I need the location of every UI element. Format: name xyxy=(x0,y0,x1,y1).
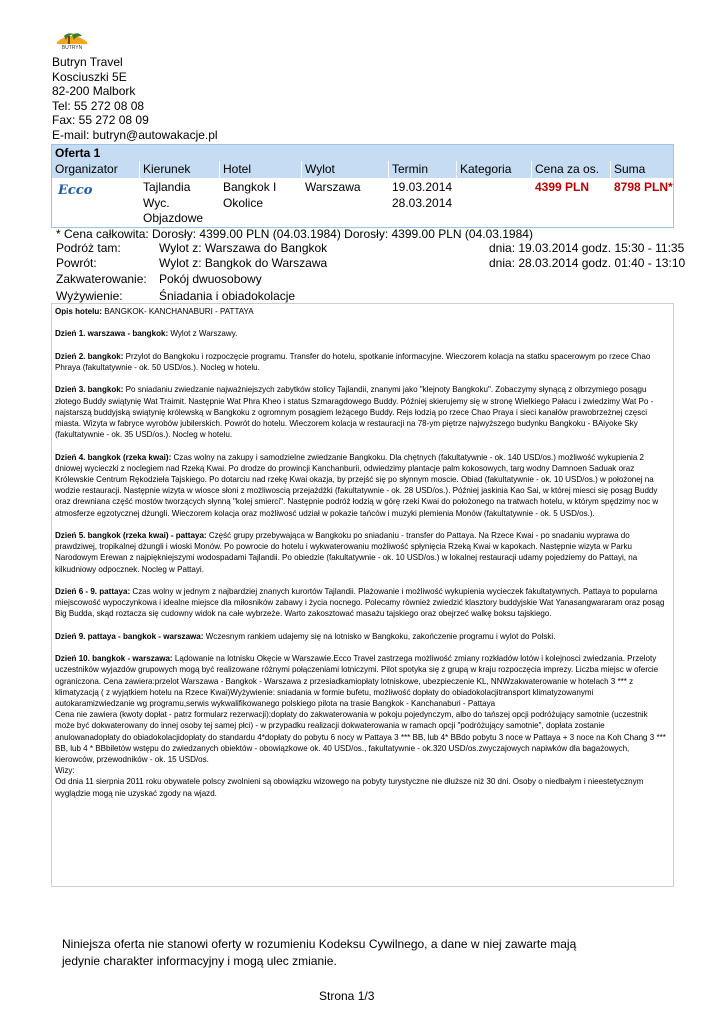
wizy-label: Wizy: xyxy=(55,766,75,776)
wyzywienie-label: Wyżywienie: xyxy=(56,289,123,303)
day-1: Dzień 1. warszawa - bangkok: Wylot z Warszawy. xyxy=(55,329,238,339)
company-email: E-mail: butryn@autowakacje.pl xyxy=(52,127,218,142)
cell-wylot: Warszawa xyxy=(305,180,361,194)
hotel-description xyxy=(55,306,667,799)
zakwaterowanie-value: Pokój dwuosobowy xyxy=(159,272,262,286)
cell-hotel: Bangkok I Okolice xyxy=(223,180,277,210)
header-hotel: Hotel xyxy=(220,161,301,178)
day-6-9: Dzień 6 - 9. pattaya: Czas wolny w jednym z najbardziej znanych kurortów Tajlandii. Plażowanie i możliwość wykupienia wycieczek fakultatywnych. Pattaya to popularna miejscowość wypoczynkowa i idealne miejsce dla miłosników zabawy i życia nocnego. Polecamy również zwiedzić klasztory buddyjskie Wat Yanasangwararam oraz posąg Big Budda, skąd roztacza się cudowny widok na całe wybrzeże. Warto zakosztować masażu tajskiego oraz obejrzeć walkę boksu tajskiego. xyxy=(55,586,665,619)
opis-hotelu: Opis hotelu: BANGKOK- KANCHANABURI - PATTAYA xyxy=(55,307,254,316)
day-4: Dzień 4. bangkok (rzeka kwai): Czas wolny na zakupy i samodzielne zwiedzanie Bangkoku. Dla chętnych (fakultatywnie - ok. 140 USD/os.) możliwość wykupienia 2 dniowej wycieczki z noclegiem nad Rzeką Kwai. Po drodze do prowincji Kanchanburii, odwiedzimy plantacje palm kokosowych, targ wodny Damnoen Saduak oraz Królewskie Centrum Rękodzieła Tajskiego. Po dotarciu nad rzekę Kwai okazja, by przejść się po słynnym moscie. Obiad (fakultatywnie - ok. 10 USD/os.) w położonej na wodzie restauracji. Następnie wizyta w wiosce słoni z możliwoscią przejażdżki (fakultatywnie - ok. 28 USD/os.). Później jaskinia Kao Sai, w której miesci się posąg Buddy oraz drewniana część mostów tworzących słynną "kolej smierci". Następnie podróż łodzią w górę rzeki Kwai do położonego na tratwach hotelu, w którym spędzimy noc w atmosferze egzotycznej dżungli. Wieczorem kolacja oraz możliwosć udział w pokazie tańców i muzyki plemienia Monów (fakultatywnie - ok. 5 USD/os.). xyxy=(55,452,659,518)
header-cena: Cena za os. xyxy=(532,161,610,178)
offer-title: Oferta 1 xyxy=(52,145,673,161)
cell-cena: 4399 PLN xyxy=(535,180,590,194)
disclaimer: Niniejsza oferta nie stanowi oferty w rozumieniu Kodeksu Cywilnego, a dane w niej zawarte mają jedynie charakter informacyjny i mogą ulec zmianie. xyxy=(62,937,577,968)
cena-nie-zawiera: Cena nie zawiera (kwoty dopłat - patrz formularz rezerwacji):dopłaty do zakwaterowania w pokoju pojedynczym, albo do tańszej opcji podróżujący samotnie (uczestnik może być dokwaterowany do innej osoby tej samej płci) - w przypadku realizacji dokwaterowania w ramach opcji "podróżujący samotnie", dopłata zostanie anulowanadopłaty do obiadokolacjidopłaty do standardu 4*dopłaty do pobytu 6 nocy w Pattaya 3 *** BB, lub 4* BBdo pobytu 3 noce w Pattaya + 3 noce na Koh Chang 3 *** BB, lub 4 * BBbiletów wstępu do zwiedzanych obiektów - obowiązkowe ok. 40 USD/os., fakultatywnie - ok.320 USD/os.zwyczajowych napiwków dla bagażowych, kierowców, przewodników - ok. 15 USD/os. xyxy=(55,710,666,764)
podroz-value: Wylot z: Warszawa do Bangkok xyxy=(159,241,328,255)
company-tel: Tel: 55 272 08 08 xyxy=(52,98,145,113)
offer-table xyxy=(51,144,674,228)
podroz-label: Podróż tam: xyxy=(56,241,121,255)
powrot-value: Wylot z: Bangkok do Warszawa xyxy=(159,256,328,270)
logo-text: BUTRYN xyxy=(61,45,83,50)
powrot-date: dnia: 28.03.2014 godz. 01:40 - 13:10 xyxy=(489,256,686,270)
day-2: Dzień 2. bangkok: Przylot do Bangkoku i rozpoczęcie programu. Transfer do hotelu, spotkanie informacyjne. Wieczorem kolacja na statku spacerowym po rzece Chao Phraya (fakultatywnie - ok. 50 USD/os.). Nocleg w hotelu. xyxy=(55,351,651,372)
header-termin: Termin xyxy=(389,161,456,178)
company-fax: Fax: 55 272 08 09 xyxy=(52,113,149,128)
header-wylot: Wylot xyxy=(302,161,388,178)
day-5: Dzień 5. bangkok (rzeka kwai) - pattaya: Część grupy przebywająca w Bangkoku po sniadaniu - transfer do Pattaya. Na Rzece Kwai - po snadaniu wyprawa do prawdziwej, tropikalnej dżungli i wioski Monów. Po powrocie do hotelu i wykwaterowaniu możliwość spłynięcia Rzeką Kwai w kapokach. Następnie wizyta w Parku Narodowym Erewan z najpiękniejszymi wodospadami Tajlandii. Po obiedzie (fakultatywnie - ok. 10 USD/os.) w lokalnej restauracji udamy pojedziemy do Pattayi, na kilkudniowy odpocznek. Nocleg w Pattayi. xyxy=(55,530,638,574)
butryn-logo xyxy=(54,28,90,50)
organizer-logo: Ecco xyxy=(58,183,93,198)
day-3: Dzień 3. bangkok: Po sniadaniu zwiedzanie najważniejszych zabytków stolicy Tajlandii, znanymi jako "klejnoty Bangkoku". Zobaczymy słynącą z olbrzymiego posągu złotego Buddy swiątynię Wat Traimit. Następnie Wat Phra Kheo i status Szmaragdowego Buddy. Później skierujemy się w stronę Wielkiego Pałacu i zwiedzimy Wat Po - najstarszą buddyjską swiątynię królewską w Bangkoku z ogromnym posągiem leżącego Buddy. Rejs łodzią po rzece Chao Praya i sieci kanałów prawobrzeżnej częsci miasta. Wizyta w fabryce wyrobów jubilerskich. Powrót do hotelu. Wieczorem kolacja w restauracji na 78-ym piętrze najwyższego budynku Bangkoku - BAiyoke Sky (fakultatywnie - ok. 35 USD/os.). Nocleg w hotelu. xyxy=(55,385,654,440)
zakwaterowanie-label: Zakwaterowanie: xyxy=(56,272,147,286)
podroz-date: dnia: 19.03.2014 godz. 15:30 - 11:35 xyxy=(489,241,685,255)
powrot-label: Powrót: xyxy=(56,256,97,270)
day-9: Dzień 9. pattaya - bangkok - warszawa: Wczesnym rankiem udajemy się na lotnisko w Bangkoku, zakończenie programu i wylot do Polski. xyxy=(55,631,556,641)
cell-kierunek: Tajlandia Wyc. Objazdowe xyxy=(143,180,204,225)
day-10: Dzień 10. bangkok - warszawa: Lądowanie na lotnisku Okęcie w Warszawie.Ecco Travel zastrzega możliwość zmiany rozkładów lotów i kolejnosci zwiedzania. Przeloty uczestników wyjazdów grupowych mogą być realizowane różnymi połączeniami lotniczymi. Pilot spotyka się z grupą w kraju rozpoczęcia imprezy. Liczba miejsc w ofercie ograniczona. Cena zawiera:przelot Warszawa - Bangkok - Warszawa z przesiadkamiopłaty lotniskowe, ubezpieczenie KL, NNWzakwaterowanie w hotelach 3 *** z klimatyzacją ( z wyjątkiem hotelu na Rzece Kwai)Wyżywienie: sniadania w formie bufetu, możliwość dopłaty do obiadokolacjitransport klimatyzowanymi autokaramizwiedzanie wg programu,serwis wykwalifikowanego polskiego pilota na trasie Bangkok - Kanchanaburi - Pattaya xyxy=(55,654,659,708)
company-street: Kosciuszki 5E xyxy=(52,69,127,84)
header-kierunek: Kierunek xyxy=(140,161,219,178)
wyzywienie-value: Śniadania i obiadokolacje xyxy=(159,289,296,303)
cell-termin: 19.03.2014 28.03.2014 xyxy=(392,180,453,210)
wizy-text: Od dnia 11 sierpnia 2011 roku obywatele polscy zwolnieni są obowiązku wizowego na pobyty turystyczne nie dłuższe niż 30 dni. Osoby o niedbałym i nieestetycznym wyglądzie mogą nie uzyskać zgody na wjazd. xyxy=(55,777,644,798)
cell-suma: 8798 PLN* xyxy=(614,180,673,194)
cena-calkowita: * Cena całkowita: Dorosły: 4399.00 PLN (04.03.1984) Dorosły: 4399.00 PLN (04.03.1984) xyxy=(56,227,533,241)
company-info xyxy=(52,55,218,143)
header-organizator: Organizator xyxy=(52,161,139,178)
header-suma: Suma xyxy=(611,161,673,178)
header-kategoria: Kategoria xyxy=(457,161,531,178)
company-name: Butryn Travel xyxy=(52,55,123,69)
page-number: Strona 1/3 xyxy=(319,989,375,1003)
company-city: 82-200 Malbork xyxy=(52,84,136,99)
